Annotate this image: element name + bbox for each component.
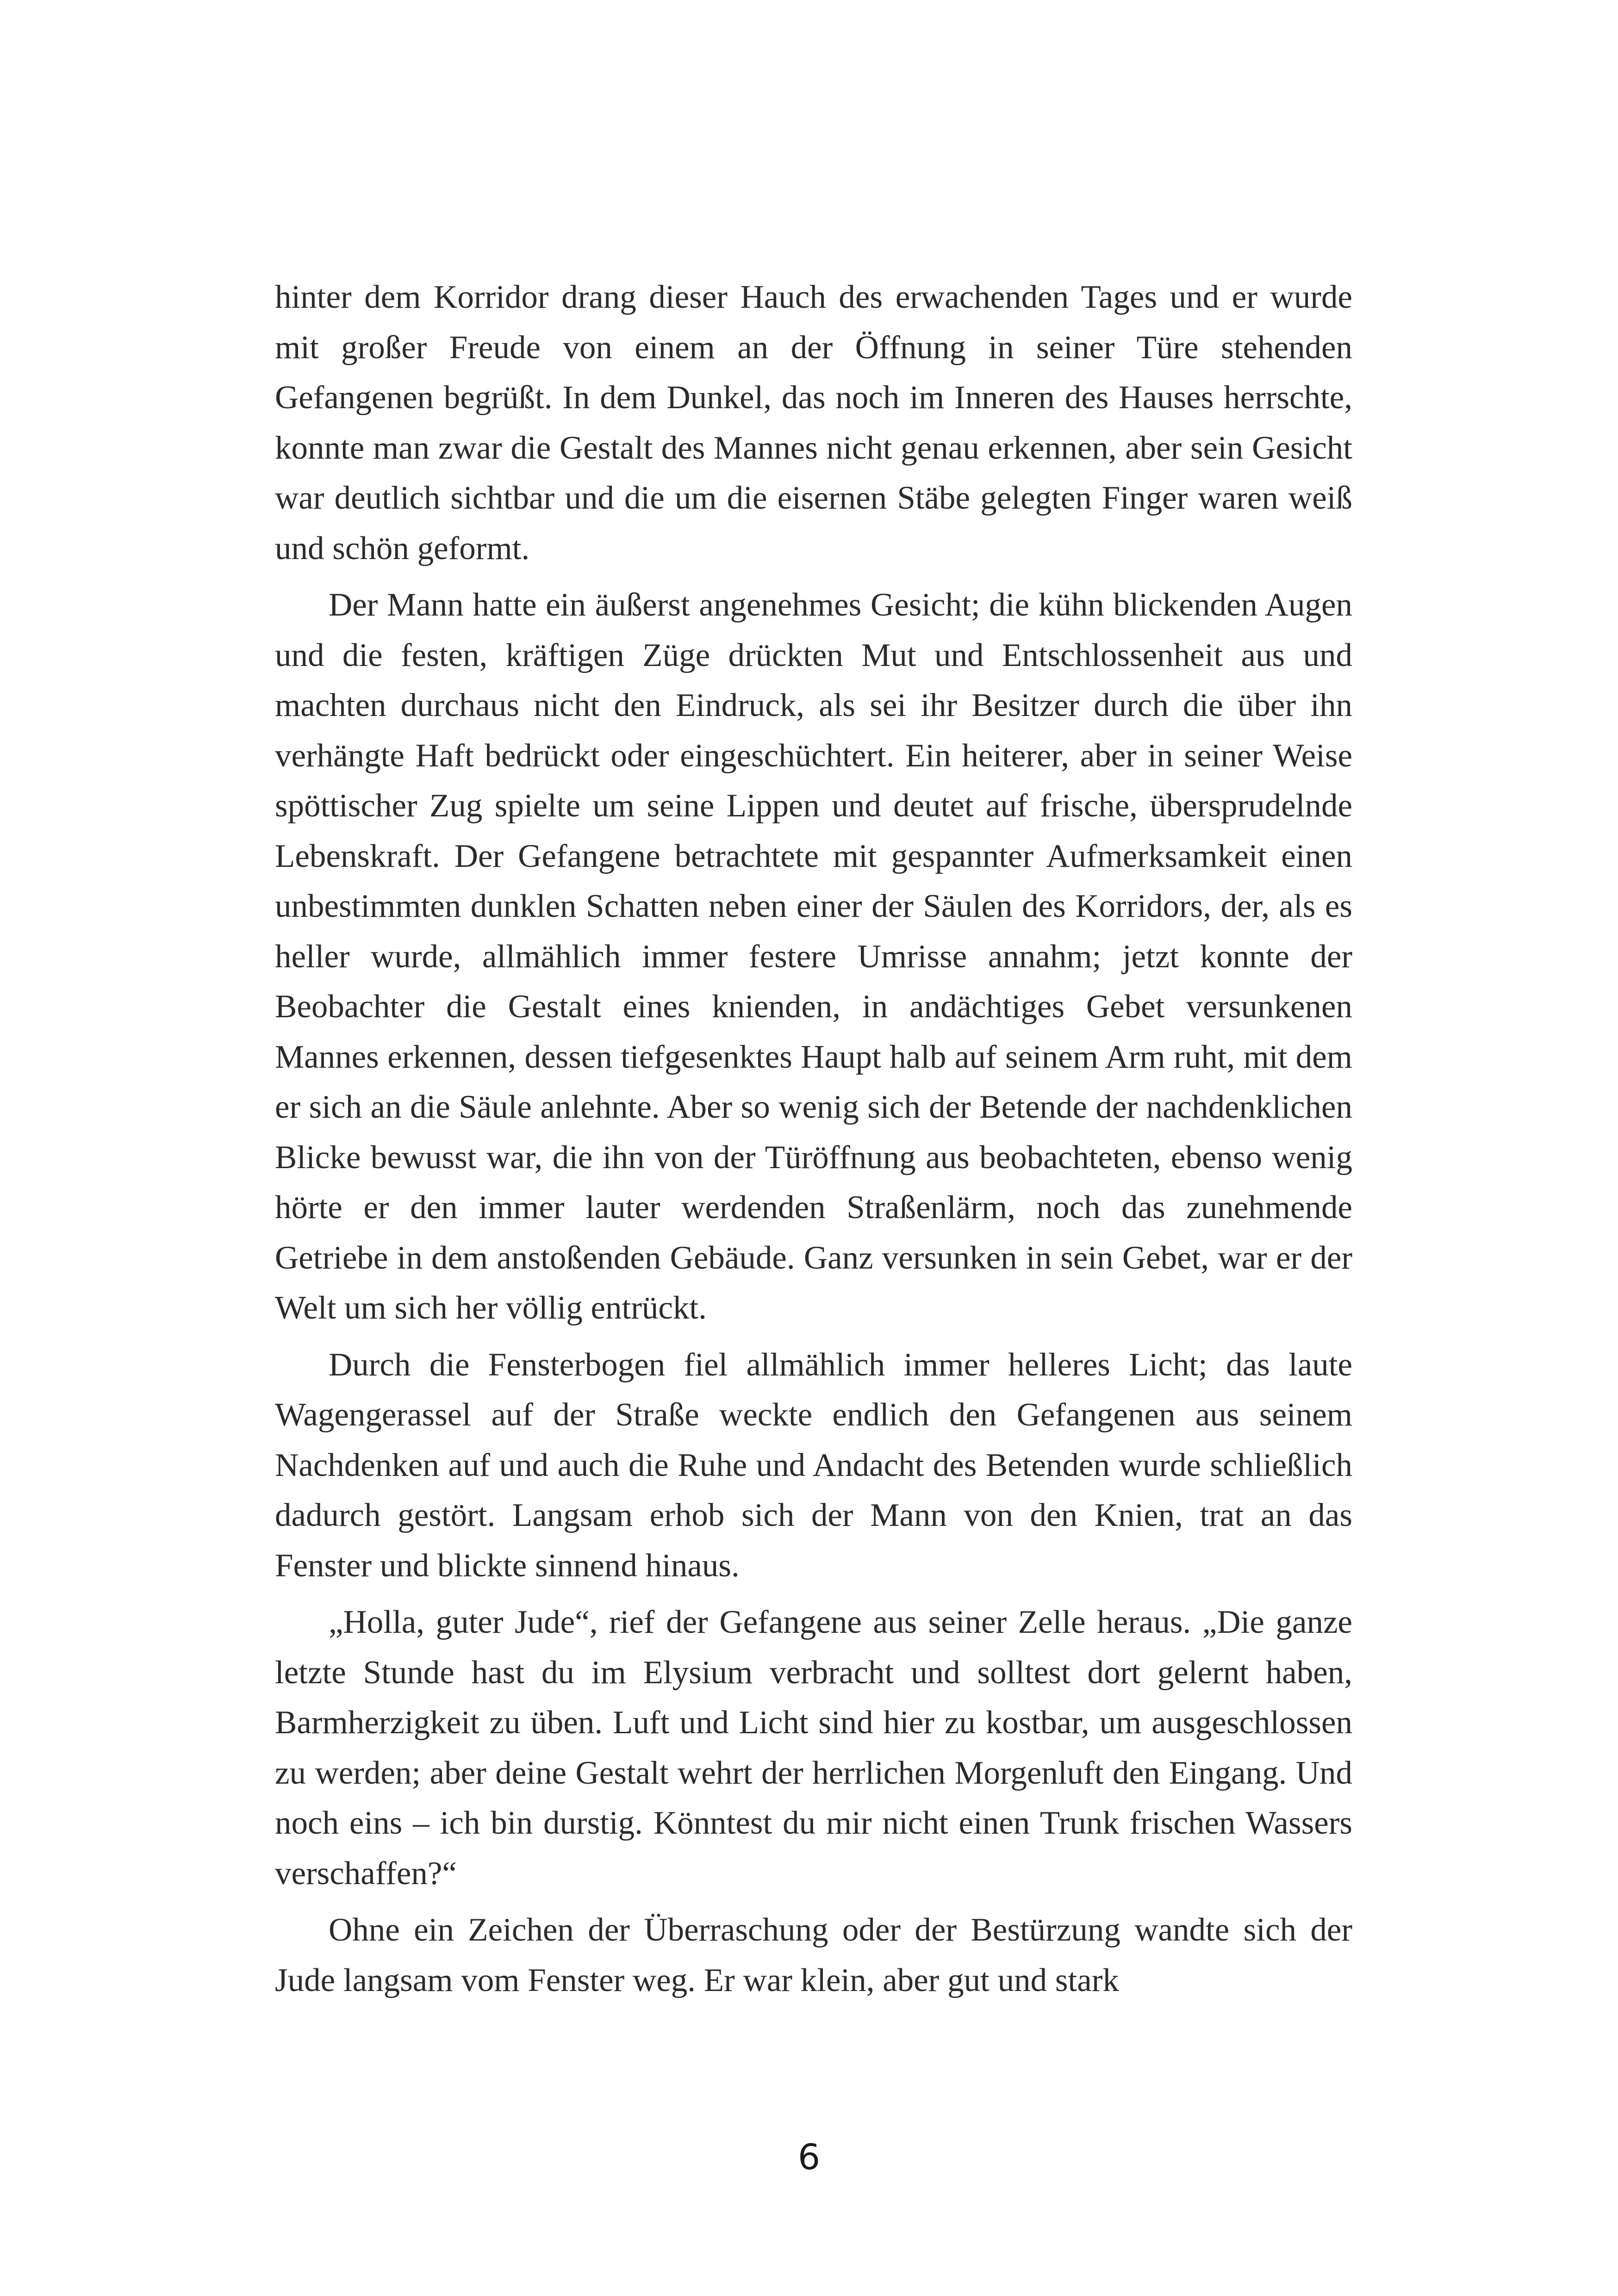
paragraph-4: „Holla, guter Jude“, rief der Gefangene aus seiner Zelle heraus. „Die ganze letzte Stunde hast du im Elysium verbracht und solltest dort gelernt haben, Barmherzigkeit zu üben. Luft und Licht sind hier zu kostbar, um ausgeschlossen zu werden; aber deine Gestalt wehrt der herrlichen Morgenluft den Eingang. Und noch eins – ich bin durstig. Könntest du mir nicht einen Trunk frischen Wassers verschaffen?“	[275, 1604, 1352, 1892]
paragraph-1: hinter dem Korridor drang dieser Hauch des erwachenden Tages und er wurde mit großer Freude von einem an der Öffnung in seiner Türe stehenden Gefangenen begrüßt. In dem Dunkel, das noch im Inneren des Hauses herrschte, konnte man zwar die Gestalt des Mannes nicht genau erkennen, aber sein Gesicht war deutlich sichtbar und die um die eisernen Stäbe gelegten Finger waren weiß und schön geformt.	[275, 279, 1352, 566]
paragraph-5: Ohne ein Zeichen der Überraschung oder der Bestürzung wandte sich der Jude langsam vom Fenster weg. Er war klein, aber gut und stark	[275, 1912, 1352, 1998]
paragraph-3: Durch die Fensterbogen fiel allmählich immer helleres Licht; das laute Wagengerassel auf der Straße weckte endlich den Gefangenen aus seinem Nachdenken auf und auch die Ruhe und Andacht des Betenden wurde schließlich dadurch gestört. Langsam erhob sich der Mann von den Knien, trat an das Fenster und blickte sinnend hinaus.	[275, 1346, 1352, 1584]
page-number: 6	[797, 2136, 821, 2178]
body-text	[275, 272, 1352, 2012]
paragraph-2: Der Mann hatte ein äußerst angenehmes Gesicht; die kühn blickenden Augen und die festen, kräftigen Züge drückten Mut und Entschlossenheit aus und machten durchaus nicht den Eindruck, als sei ihr Besitzer durch die über ihn verhängte Haft bedrückt oder eingeschüchtert. Ein heiterer, aber in seiner Weise spöttischer Zug spielte um seine Lippen und deutet auf frische, übersprudelnde Lebenskraft. Der Gefangene betrachtete mit gespannter Aufmerksamkeit einen unbestimmten dunklen Schatten neben einer der Säulen des Korridors, der, als es heller wurde, allmählich immer festere Umrisse annahm; jetzt konnte der Beobachter die Gestalt eines knienden, in andächtiges Gebet versunkenen Mannes erkennen, dessen tiefgesenktes Haupt halb auf seinem Arm ruht, mit dem er sich an die Säule anlehnte. Aber so wenig sich der Betende der nachdenklichen Blicke bewusst war, die ihn von der Türöffnung aus beobachteten, ebenso wenig hörte er den immer lauter werdenden Straßenlärm, noch das zunehmende Getriebe in dem anstoßenden Gebäude. Ganz versunken in sein Gebet, war er der Welt um sich her völlig entrückt.	[275, 587, 1352, 1326]
